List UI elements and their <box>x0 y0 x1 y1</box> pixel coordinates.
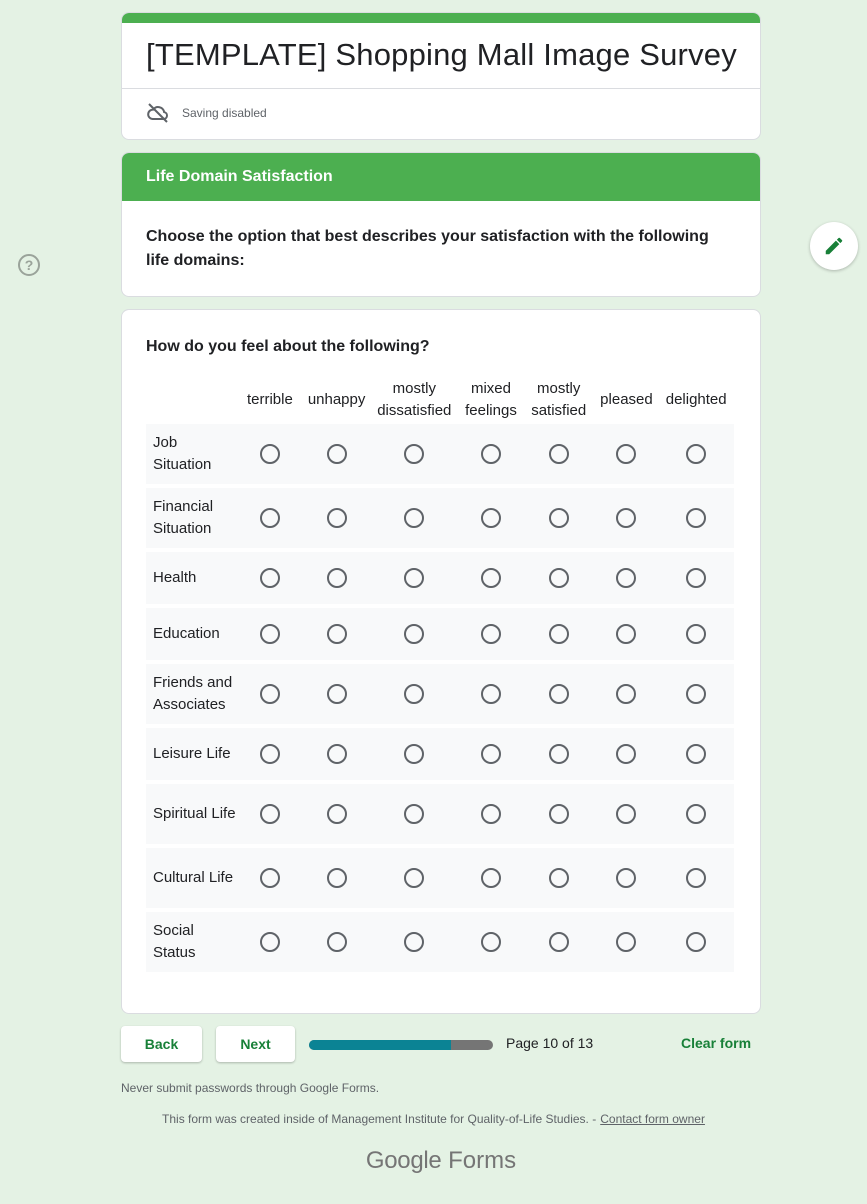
radio-cell <box>595 932 659 952</box>
radio-cell <box>658 868 734 888</box>
radio-button[interactable] <box>260 444 280 464</box>
radio-cell <box>658 624 734 644</box>
radio-button[interactable] <box>616 444 636 464</box>
radio-cell <box>369 932 459 952</box>
radio-button[interactable] <box>549 624 569 644</box>
section-card <box>121 152 761 297</box>
radio-cell <box>595 868 659 888</box>
radio-button[interactable] <box>481 932 501 952</box>
radio-cell <box>459 932 523 952</box>
radio-button[interactable] <box>260 624 280 644</box>
radio-cell <box>369 508 459 528</box>
radio-button[interactable] <box>404 932 424 952</box>
radio-cell <box>304 868 370 888</box>
radio-button[interactable] <box>481 868 501 888</box>
row-label: Financial Situation <box>153 498 214 537</box>
saving-status <box>146 101 267 125</box>
google-forms-logo <box>0 1147 867 1175</box>
radio-button[interactable] <box>616 744 636 764</box>
grid-row <box>146 664 734 724</box>
radio-button[interactable] <box>549 508 569 528</box>
radio-button[interactable] <box>549 744 569 764</box>
radio-cell <box>595 624 659 644</box>
radio-button[interactable] <box>616 508 636 528</box>
back-button[interactable]: Back <box>121 1026 202 1062</box>
radio-cell <box>595 568 659 588</box>
radio-button[interactable] <box>327 684 347 704</box>
grid-row <box>146 488 734 548</box>
radio-cell <box>658 744 734 764</box>
question-title: How do you feel about the following? <box>146 338 430 355</box>
radio-button[interactable] <box>481 624 501 644</box>
choice-grid <box>146 376 734 976</box>
radio-button[interactable] <box>327 744 347 764</box>
radio-cell <box>236 568 304 588</box>
radio-button[interactable] <box>327 804 347 824</box>
grid-row <box>146 784 734 844</box>
radio-button[interactable] <box>549 444 569 464</box>
radio-cell <box>369 568 459 588</box>
radio-cell <box>658 508 734 528</box>
radio-button[interactable] <box>260 868 280 888</box>
radio-cell <box>658 444 734 464</box>
radio-button[interactable] <box>327 868 347 888</box>
page-indicator: Page 10 of 13 <box>506 1035 594 1051</box>
next-button[interactable]: Next <box>216 1026 295 1062</box>
radio-button[interactable] <box>549 568 569 588</box>
radio-cell <box>236 932 304 952</box>
radio-button[interactable] <box>404 624 424 644</box>
radio-cell <box>236 684 304 704</box>
radio-cell <box>236 804 304 824</box>
radio-cell <box>304 444 370 464</box>
column-header: mixed feelings <box>465 380 517 419</box>
cloud-off-icon <box>146 101 170 125</box>
radio-cell <box>595 744 659 764</box>
radio-button[interactable] <box>404 868 424 888</box>
radio-cell <box>523 444 595 464</box>
logo-product: Forms <box>448 1147 517 1174</box>
radio-cell <box>304 804 370 824</box>
row-label: Spiritual Life <box>153 805 236 822</box>
grid-header <box>146 376 734 424</box>
radio-cell <box>658 684 734 704</box>
radio-cell <box>595 684 659 704</box>
radio-cell <box>459 444 523 464</box>
grid-row <box>146 552 734 604</box>
radio-cell <box>658 932 734 952</box>
radio-cell <box>236 868 304 888</box>
radio-cell <box>304 744 370 764</box>
contact-owner-link[interactable]: Contact form owner <box>600 1112 705 1126</box>
radio-cell <box>459 624 523 644</box>
help-icon[interactable]: ? <box>18 254 40 276</box>
radio-cell <box>304 624 370 644</box>
radio-button[interactable] <box>327 508 347 528</box>
grid-row <box>146 424 734 484</box>
row-label: Health <box>153 569 197 586</box>
radio-button[interactable] <box>616 804 636 824</box>
radio-button[interactable] <box>616 868 636 888</box>
radio-button[interactable] <box>404 444 424 464</box>
radio-cell <box>369 444 459 464</box>
radio-cell <box>369 684 459 704</box>
radio-cell <box>658 568 734 588</box>
radio-button[interactable] <box>616 568 636 588</box>
radio-cell <box>459 744 523 764</box>
row-label: Cultural Life <box>153 869 234 886</box>
radio-button[interactable] <box>260 684 280 704</box>
radio-button[interactable] <box>686 868 706 888</box>
radio-cell <box>304 568 370 588</box>
radio-cell <box>459 868 523 888</box>
radio-button[interactable] <box>549 684 569 704</box>
radio-button[interactable] <box>404 568 424 588</box>
pencil-icon <box>823 235 845 257</box>
radio-cell <box>369 624 459 644</box>
progress-bar-fill <box>309 1040 451 1050</box>
radio-button[interactable] <box>481 744 501 764</box>
grid-body <box>146 424 734 972</box>
radio-button[interactable] <box>481 804 501 824</box>
radio-button[interactable] <box>327 444 347 464</box>
edit-form-button[interactable] <box>810 222 858 270</box>
column-header: mostly satisfied <box>531 380 587 419</box>
radio-button[interactable] <box>686 744 706 764</box>
clear-form-button[interactable]: Clear form <box>681 1035 752 1051</box>
radio-cell <box>523 508 595 528</box>
radio-cell <box>236 444 304 464</box>
column-header: terrible <box>246 391 293 408</box>
radio-cell <box>523 568 595 588</box>
grid-row <box>146 728 734 780</box>
radio-button[interactable] <box>549 932 569 952</box>
column-header: unhappy <box>307 391 366 408</box>
column-header: mostly dissatisfied <box>377 380 452 419</box>
radio-cell <box>459 568 523 588</box>
radio-button[interactable] <box>404 744 424 764</box>
radio-button[interactable] <box>481 444 501 464</box>
radio-cell <box>523 624 595 644</box>
progress-bar <box>309 1040 493 1050</box>
row-label: Leisure Life <box>153 745 231 762</box>
radio-button[interactable] <box>686 932 706 952</box>
radio-cell <box>459 684 523 704</box>
radio-button[interactable] <box>616 624 636 644</box>
logo-brand: Google <box>365 1147 442 1174</box>
radio-button[interactable] <box>686 444 706 464</box>
radio-button[interactable] <box>327 568 347 588</box>
radio-button[interactable] <box>260 932 280 952</box>
row-label: Friends and Associates <box>153 674 233 713</box>
created-notice <box>0 1112 867 1126</box>
section-description: Choose the option that best describes your satisfaction with the following life domains: <box>146 228 709 269</box>
radio-button[interactable] <box>404 684 424 704</box>
radio-cell <box>459 804 523 824</box>
radio-cell <box>236 744 304 764</box>
radio-button[interactable] <box>260 744 280 764</box>
radio-cell <box>304 684 370 704</box>
radio-button[interactable] <box>686 804 706 824</box>
form-title-card <box>121 12 761 140</box>
grid-row <box>146 848 734 908</box>
radio-cell <box>236 624 304 644</box>
radio-button[interactable] <box>686 508 706 528</box>
radio-cell <box>304 508 370 528</box>
radio-cell <box>523 868 595 888</box>
radio-cell <box>236 508 304 528</box>
radio-cell <box>369 744 459 764</box>
radio-button[interactable] <box>686 624 706 644</box>
grid-row <box>146 608 734 660</box>
radio-cell <box>658 804 734 824</box>
radio-cell <box>595 804 659 824</box>
radio-button[interactable] <box>481 508 501 528</box>
radio-cell <box>523 744 595 764</box>
section-title: Life Domain Satisfaction <box>122 153 760 201</box>
password-warning: Never submit passwords through Google Forms. <box>121 1081 380 1095</box>
column-header: pleased <box>600 391 653 408</box>
saving-status-text: Saving disabled <box>182 106 267 120</box>
created-text: This form was created inside of Management Institute for Quality-of-Life Studies. - <box>162 1112 597 1126</box>
radio-button[interactable] <box>549 868 569 888</box>
radio-button[interactable] <box>549 804 569 824</box>
radio-button[interactable] <box>327 624 347 644</box>
radio-button[interactable] <box>481 684 501 704</box>
radio-cell <box>369 804 459 824</box>
radio-cell <box>595 508 659 528</box>
grid-row <box>146 912 734 972</box>
radio-cell <box>459 508 523 528</box>
title-accent-bar <box>122 13 760 23</box>
radio-button[interactable] <box>260 804 280 824</box>
row-label: Social Status <box>153 922 196 961</box>
row-label: Education <box>153 625 220 642</box>
radio-button[interactable] <box>686 568 706 588</box>
radio-button[interactable] <box>327 932 347 952</box>
radio-button[interactable] <box>616 932 636 952</box>
radio-cell <box>523 684 595 704</box>
radio-cell <box>595 444 659 464</box>
grid-question-card <box>121 309 761 1014</box>
radio-cell <box>369 868 459 888</box>
radio-cell <box>523 804 595 824</box>
radio-button[interactable] <box>260 568 280 588</box>
radio-button[interactable] <box>686 684 706 704</box>
row-label: Job Situation <box>153 434 212 473</box>
radio-button[interactable] <box>616 684 636 704</box>
divider <box>122 88 760 89</box>
radio-cell <box>523 932 595 952</box>
radio-cell <box>304 932 370 952</box>
radio-button[interactable] <box>404 508 424 528</box>
radio-button[interactable] <box>404 804 424 824</box>
radio-button[interactable] <box>260 508 280 528</box>
form-title: [TEMPLATE] Shopping Mall Image Survey <box>146 37 737 72</box>
radio-button[interactable] <box>481 568 501 588</box>
column-header: delighted <box>665 391 727 408</box>
